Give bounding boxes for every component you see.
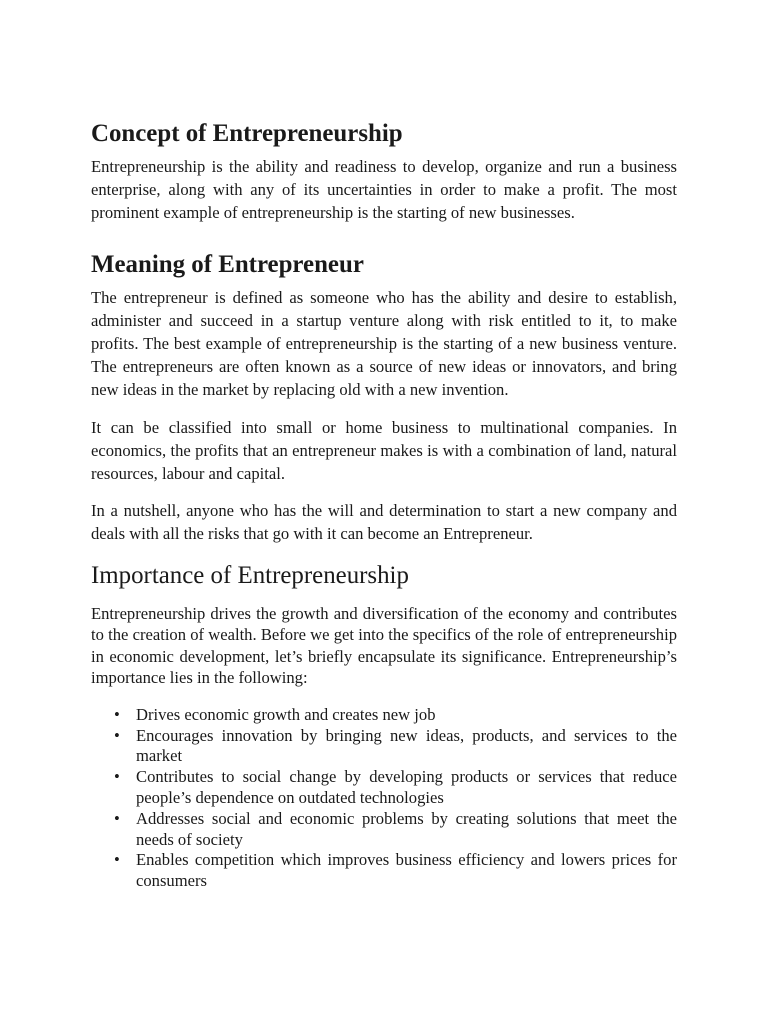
list-item (91, 767, 677, 809)
document-page (91, 122, 677, 892)
list-item-text: Contributes to social change by developing products or services that reduce people’s dependence on outdated technologies (136, 767, 677, 808)
list-item (91, 850, 677, 892)
bullet-icon: • (114, 704, 120, 724)
bullet-icon: • (114, 767, 120, 787)
paragraph-meaning-1: The entrepreneur is defined as someone who has the ability and desire to establish, administer and succeed in a startup venture along with risk entitled to it, to make profits. The best example of entrepreneurship is the starting of a new business venture. The entrepreneurs are often known as a source of new ideas or innovators, and bring new ideas in the market by replacing old with a new invention. (91, 287, 677, 400)
list-item-text: Addresses social and economic problems by creating solutions that meet the needs of society (136, 808, 677, 849)
list-item-text: Encourages innovation by bringing new ideas, products, and services to the market (136, 725, 677, 766)
heading-meaning-of-entrepreneur: Meaning of Entrepreneur (91, 250, 364, 278)
paragraph-meaning-3: In a nutshell, anyone who has the will and determination to start a new company and deals with all the risks that go with it can become an Entrepreneur. (91, 501, 677, 544)
list-item (91, 726, 677, 768)
paragraph-concept: Entrepreneurship is the ability and readiness to develop, organize and run a business enterprise, along with any of its uncertainties in order to make a profit. The most prominent example of entrepreneurship is the starting of new businesses. (91, 157, 677, 223)
heading-concept-of-entrepreneurship: Concept of Entrepreneurship (91, 120, 403, 147)
list-item (91, 809, 677, 851)
list-item-text: Enables competition which improves business efficiency and lowers prices for consumers (136, 850, 677, 891)
bullet-icon: • (114, 850, 120, 870)
heading-importance-of-entrepreneurship: Importance of Entrepreneurship (91, 561, 409, 589)
bullet-icon: • (114, 725, 120, 745)
list-item (91, 705, 677, 726)
paragraph-meaning-2: It can be classified into small or home business to multinational companies. In economics, the profits that an entrepreneur makes is with a combination of land, natural resources, labour and capital. (91, 417, 677, 484)
importance-bullet-list (91, 705, 677, 892)
bullet-icon: • (114, 808, 120, 828)
list-item-text: Drives economic growth and creates new job (136, 704, 436, 724)
paragraph-importance: Entrepreneurship drives the growth and diversification of the economy and contributes to the creation of wealth. Before we get into the specifics of the role of entrepreneurship in economic development, let’s briefly encapsulate its significance. Entrepreneurship’s importance lies in the following: (91, 603, 677, 688)
